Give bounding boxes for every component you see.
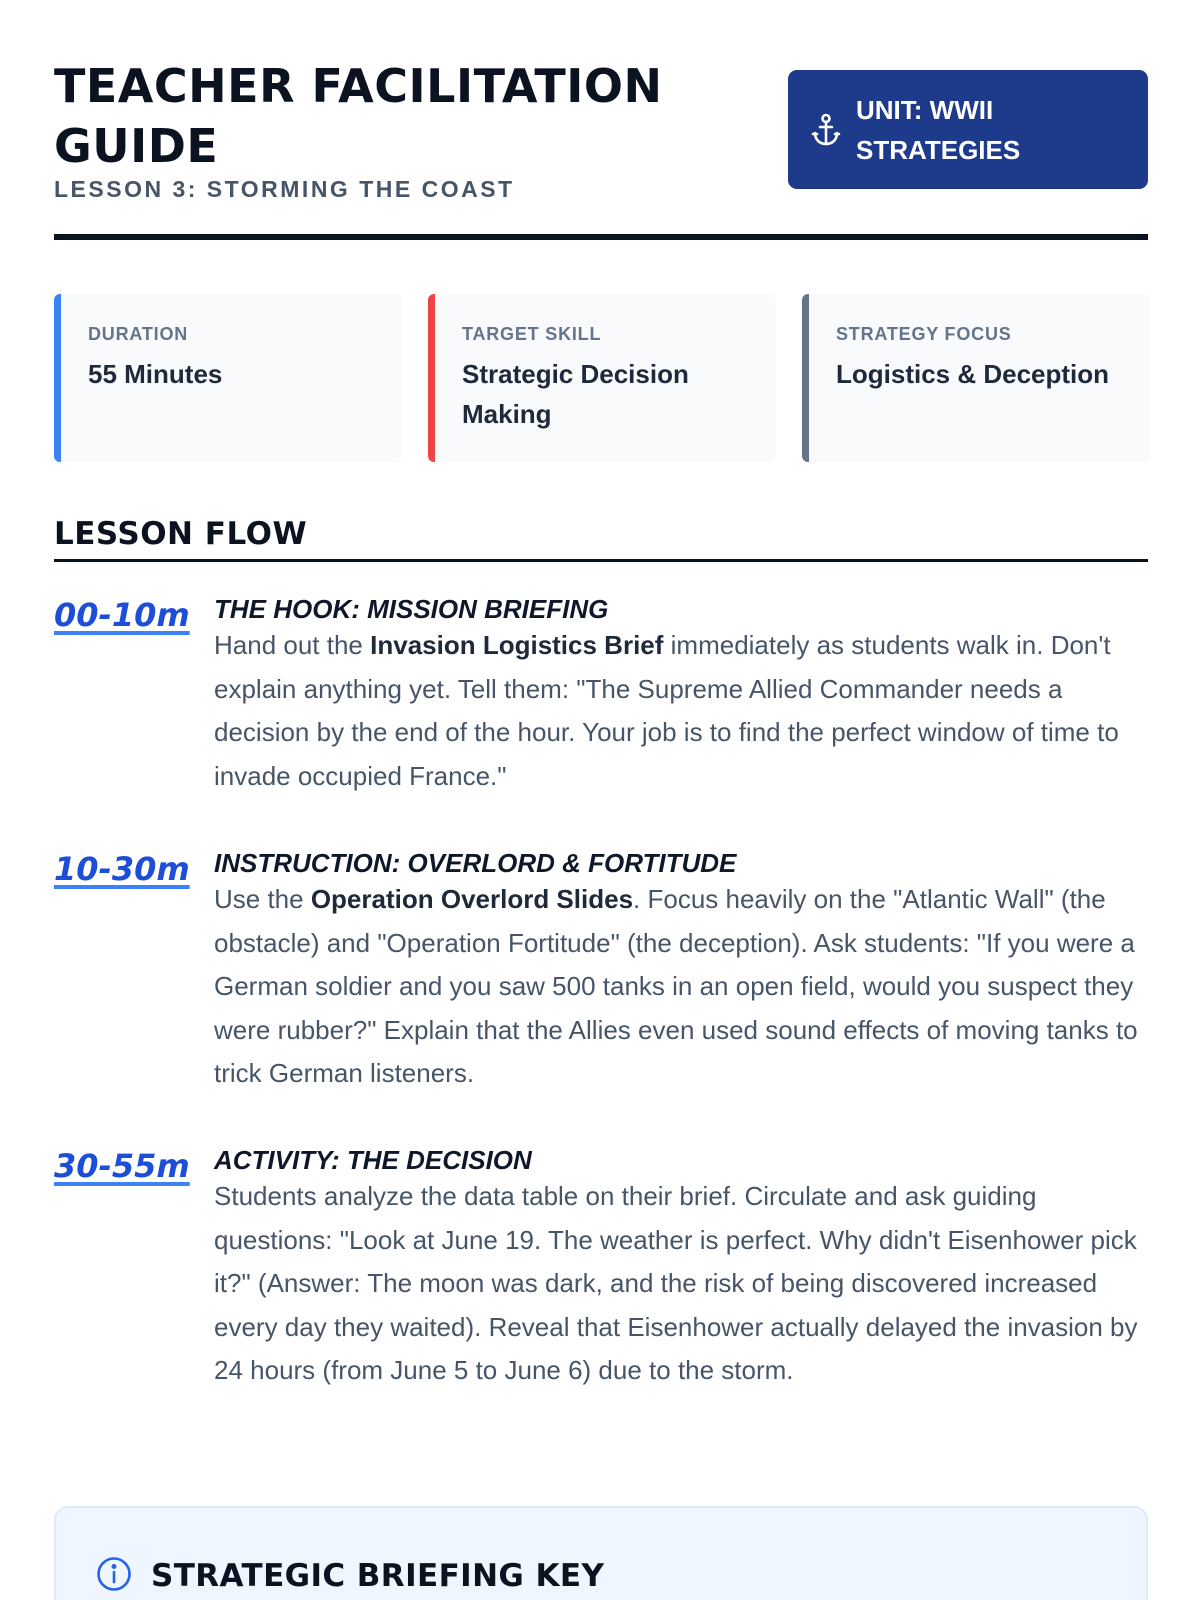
page-header (54, 56, 1148, 246)
card-value: 55 Minutes (88, 359, 223, 389)
time-range: 30-55m (54, 1147, 190, 1185)
card-label: TARGET SKILL (462, 324, 602, 344)
step-description: Use the Operation Overlord Slides. Focus heavily on the "Atlantic Wall" (the obstacle) and "Operation Fortitude" (the deception). Ask students: "If you were a German soldier and you saw 500 tanks in an open field, would you suspect they were rubber?" Explain that the Allies even used sound effects of moving tanks to trick German listeners. (214, 884, 1138, 1088)
step-description: Students analyze the data table on their brief. Circulate and ask guiding questions: "Look at June 19. The weather is perfect. Why didn't Eisenhower pick it?" (Answer: The moon was dark, and the risk of being discovered increased every day they waited). Reveal that Eisenhower actually delayed the invasion by 24 hours (from June 5 to June 6) due to the storm. (214, 1181, 1138, 1385)
strategy-focus-card (802, 294, 1150, 462)
anchor-icon (810, 113, 842, 147)
duration-card (54, 294, 402, 462)
target-skill-card (428, 294, 776, 462)
lesson-flow-divider (54, 559, 1148, 562)
header-divider (54, 234, 1148, 240)
material-name: Operation Overlord Slides (310, 884, 634, 914)
lesson-flow-item (54, 592, 1148, 812)
card-value: Logistics & Deception (836, 359, 1110, 389)
strategic-briefing-key (54, 1506, 1148, 1600)
step-heading: ACTIVITY: THE DECISION (214, 1145, 532, 1175)
material-name: Invasion Logistics Brief (370, 630, 664, 660)
step-description: Hand out the Invasion Logistics Brief immediately as students walk in. Don't explain anything yet. Tell them: "The Supreme Allied Commander needs a decision by the end of the hour. Your job is to find the perfect window of time to invade occupied France." (214, 630, 1119, 791)
card-label: STRATEGY FOCUS (836, 324, 1012, 344)
lesson-info-cards (54, 294, 1148, 462)
lesson-flow-title: LESSON FLOW (54, 516, 308, 552)
lesson-flow-item (54, 1143, 1148, 1443)
lesson-subtitle: LESSON 3: STORMING THE COAST (54, 176, 515, 202)
page-title: TEACHER FACILITATION GUIDE (54, 59, 663, 173)
briefing-key-title: STRATEGIC BRIEFING KEY (151, 1558, 605, 1594)
lesson-flow-item (54, 846, 1148, 1106)
time-range: 00-10m (54, 596, 190, 634)
info-icon (96, 1556, 132, 1592)
card-label: DURATION (88, 324, 189, 344)
unit-badge (788, 70, 1148, 189)
time-range: 10-30m (54, 850, 190, 888)
step-heading: INSTRUCTION: OVERLORD & FORTITUDE (214, 848, 737, 878)
unit-badge-label: UNIT: WWII STRATEGIES (856, 94, 1021, 165)
card-value: Strategic Decision Making (462, 359, 689, 429)
step-heading: THE HOOK: MISSION BRIEFING (214, 594, 609, 624)
